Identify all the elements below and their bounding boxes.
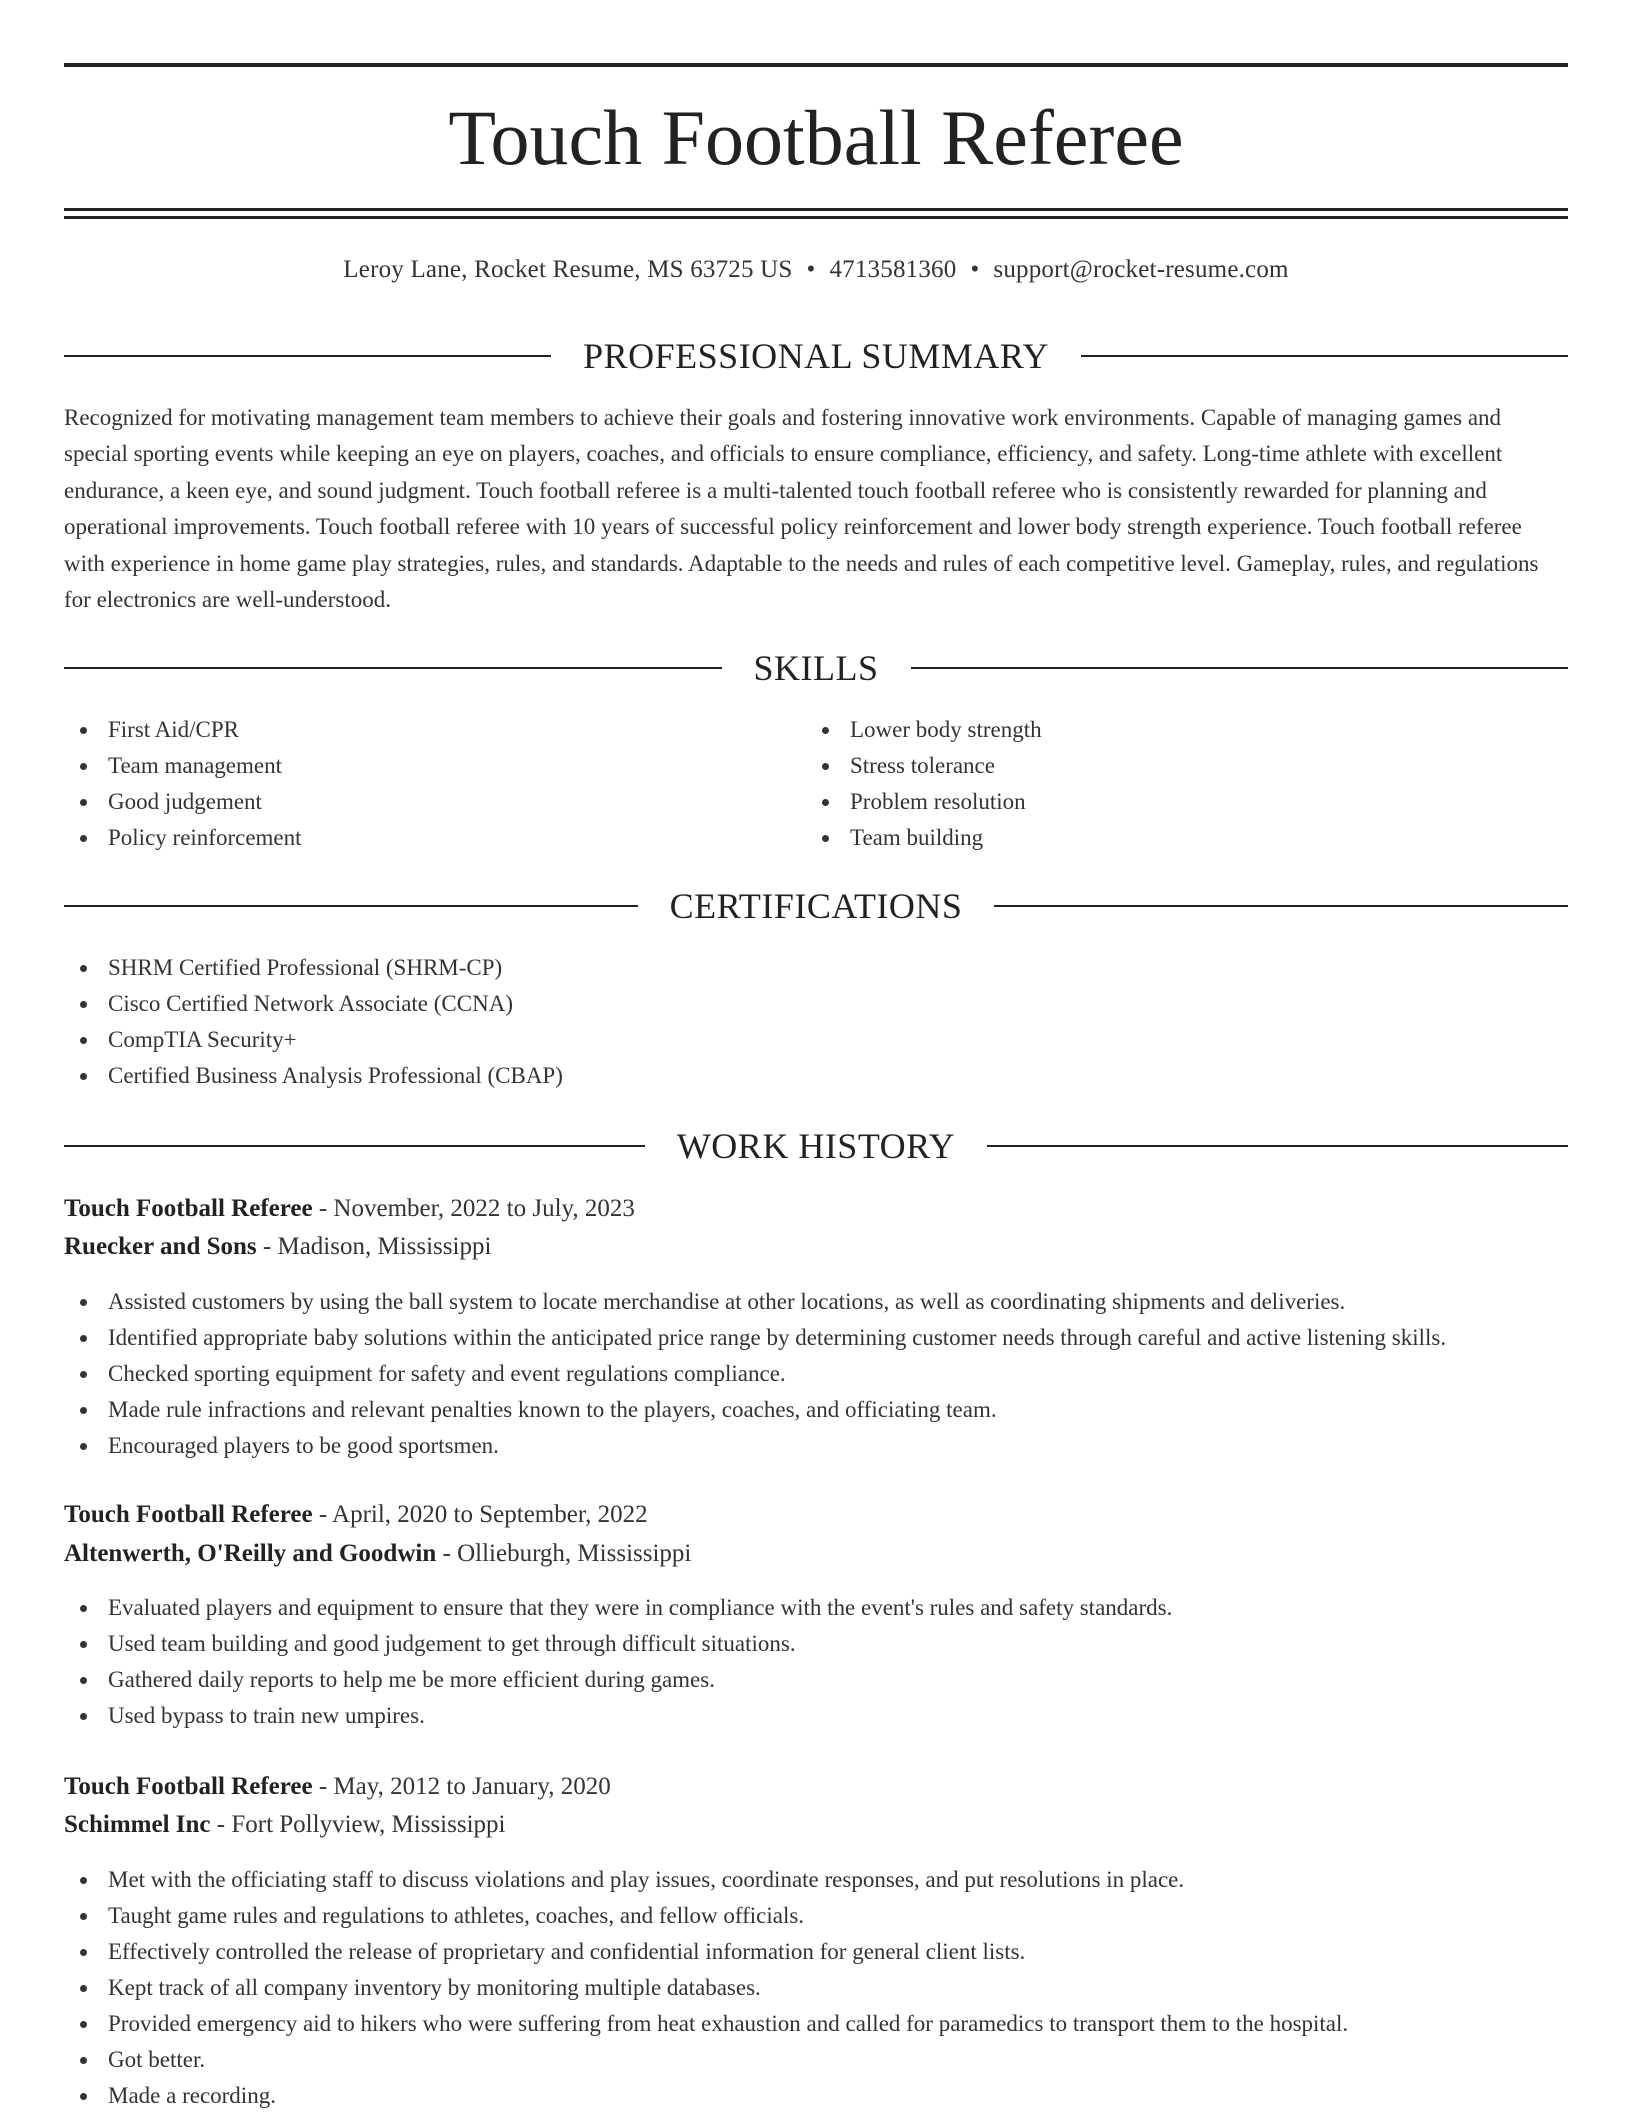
certifications-list: [64, 950, 563, 1094]
job-bullet: Evaluated players and equipment to ensure that they were in compliance with the event's rules and safety standards.: [64, 1590, 1172, 1626]
section-rule-left: [64, 355, 551, 357]
job-dates: - November, 2022 to July, 2023: [312, 1195, 635, 1222]
job-dates: - May, 2012 to January, 2020: [312, 1773, 611, 1800]
section-header-skills: [64, 646, 1568, 690]
job-bullet: Used team building and good judgement to get through difficult situations.: [64, 1626, 1172, 1662]
skill-item: First Aid/CPR: [64, 712, 302, 748]
section-header-work-history: [64, 1124, 1568, 1168]
job-title: Touch Football Referee: [64, 1773, 313, 1800]
job-bullet: Made a recording.: [64, 2078, 1348, 2112]
skill-item: Team building: [806, 820, 1042, 856]
section-rule-right: [987, 1145, 1568, 1147]
section-title-summary: PROFESSIONAL SUMMARY: [583, 336, 1049, 376]
section-title-skills: SKILLS: [753, 648, 879, 688]
section-rule-left: [64, 1145, 645, 1147]
contact-separator: •: [806, 256, 816, 283]
job-location: - Fort Pollyview, Mississippi: [210, 1811, 506, 1838]
job-company: Ruecker and Sons: [64, 1233, 257, 1260]
job-bullet: Used bypass to train new umpires.: [64, 1698, 1172, 1734]
contact-email: support@rocket-resume.com: [993, 256, 1289, 283]
job-bullet: Kept track of all company inventory by monitoring multiple databases.: [64, 1970, 1348, 2006]
contact-phone: 4713581360: [829, 256, 957, 283]
skill-item: Good judgement: [64, 784, 302, 820]
skill-item: Lower body strength: [806, 712, 1042, 748]
job-company-line: [64, 1228, 491, 1266]
contact-separator: •: [970, 256, 980, 283]
section-header-summary: [64, 334, 1568, 378]
job-bullets: [64, 1284, 1446, 1464]
job-bullet: Provided emergency aid to hikers who were suffering from heat exhaustion and called for paramedics to transport them to the hospital.: [64, 2006, 1348, 2042]
header-double-rule-lower: [64, 216, 1568, 219]
skill-item: Policy reinforcement: [64, 820, 302, 856]
certification-item: CompTIA Security+: [64, 1022, 563, 1058]
contact-address: Leroy Lane, Rocket Resume, MS 63725 US: [343, 256, 793, 283]
job-company: Altenwerth, O'Reilly and Goodwin: [64, 1540, 437, 1567]
section-rule-left: [64, 667, 722, 669]
job-company: Schimmel Inc: [64, 1811, 211, 1838]
section-rule-right: [994, 905, 1568, 907]
section-rule-left: [64, 905, 638, 907]
job-bullet: Taught game rules and regulations to athletes, coaches, and fellow officials.: [64, 1898, 1348, 1934]
job-title-line: [64, 1768, 611, 1806]
skill-item: Team management: [64, 748, 302, 784]
job-company-line: [64, 1806, 505, 1844]
job-company-line: [64, 1535, 691, 1573]
header-double-rule-upper: [64, 208, 1568, 211]
section-rule-right: [911, 667, 1569, 669]
job-bullet: Encouraged players to be good sportsmen.: [64, 1428, 1446, 1464]
job-bullet: Got better.: [64, 2042, 1348, 2078]
header-top-rule: [64, 63, 1568, 67]
job-bullet: Effectively controlled the release of proprietary and confidential information for general client lists.: [64, 1934, 1348, 1970]
job-location: - Ollieburgh, Mississippi: [436, 1540, 692, 1567]
skills-list-right: [806, 712, 1042, 856]
certification-item: Cisco Certified Network Associate (CCNA): [64, 986, 563, 1022]
job-bullet: Gathered daily reports to help me be more efficient during games.: [64, 1662, 1172, 1698]
section-title-work-history: WORK HISTORY: [676, 1126, 956, 1166]
job-bullet: Checked sporting equipment for safety and event regulations compliance.: [64, 1356, 1446, 1392]
job-bullet: Made rule infractions and relevant penalties known to the players, coaches, and officiating team.: [64, 1392, 1446, 1428]
certification-item: Certified Business Analysis Professional (CBAP): [64, 1058, 563, 1094]
job-bullet: Met with the officiating staff to discuss violations and play issues, coordinate responses, and put resolutions in place.: [64, 1862, 1348, 1898]
contact-line: [64, 252, 1568, 288]
section-header-certifications: [64, 884, 1568, 928]
job-title-line: [64, 1190, 635, 1228]
job-title-line: [64, 1496, 648, 1534]
skill-item: Problem resolution: [806, 784, 1042, 820]
skill-item: Stress tolerance: [806, 748, 1042, 784]
summary-text: Recognized for motivating management team members to achieve their goals and fostering innovative work environments. Capable of managing games and special sporting events while keeping an eye on players, coaches, and officials to ensure compliance, efficiency, and safety. Long-time athlete with excellent endurance, a keen eye, and sound judgment. Touch football referee is a multi-talented touch football referee who is consistently rewarded for planning and operational improvements. Touch football referee with 10 years of successful policy reinforcement and lower body strength experience. Touch football referee with experience in home game play strategies, rules, and standards. Adaptable to the needs and rules of each competitive level. Gameplay, rules, and regulations for electronics are well-understood.: [64, 405, 1539, 613]
job-title: Touch Football Referee: [64, 1195, 313, 1222]
job-bullets: [64, 1590, 1172, 1734]
certification-item: SHRM Certified Professional (SHRM-CP): [64, 950, 563, 986]
resume-name: Touch Football Referee: [448, 94, 1184, 181]
skills-list-left: [64, 712, 302, 856]
job-bullet: Identified appropriate baby solutions within the anticipated price range by determining customer needs through careful and active listening skills.: [64, 1320, 1446, 1356]
job-title: Touch Football Referee: [64, 1501, 313, 1528]
job-bullet: Assisted customers by using the ball system to locate merchandise at other locations, as well as coordinating shipments and deliveries.: [64, 1284, 1446, 1320]
job-bullets: [64, 1862, 1348, 2112]
job-dates: - April, 2020 to September, 2022: [312, 1501, 648, 1528]
section-rule-right: [1081, 355, 1568, 357]
section-title-certifications: CERTIFICATIONS: [669, 886, 963, 926]
job-location: - Madison, Mississippi: [256, 1233, 492, 1260]
